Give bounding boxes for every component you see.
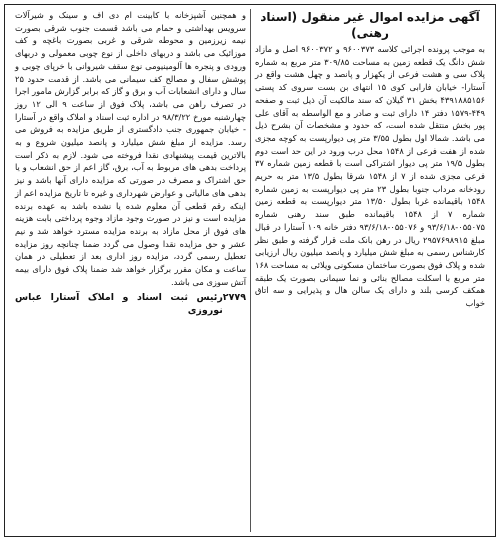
auction-notice	[4, 4, 496, 537]
right-column-text: به موجب پرونده اجرائی کلاسه ۹۶۰۰۳۷۳ و ۹۶۰۰۳۷۲ اصل و مازاد شش دانگ یک قطعه زمین به مساحت ۳۰۹/۸۵ متر مربع به شماره پلاک سی و هشت فرعی از یکهزار و پانصد و چهل هشت واقع در آستارا- خیابان فارابی کوی ۱۵ انتهای بن بست سروی کد پستی ۴۳۹۱۸۸۵۱۵۶ بخش ۳۱ گیلان که سند مالکیت آن ذیل ثبت و صفحه ۴۴۹-۱۵۷۹ دفتر ۱۴ دارای ثبت و صادر و مع الواسطه به آقای علی پور بخش منتقل شده است، که حدود و مشخصات آن بشرح ذیل می باشد. شمالا اول بطول ۳/۵۵ متر پی دیوارپست به کوچه مجزی شده از هفت فرعی از ۱۵۴۸ محل درب ورود در این حد است دوم بطول ۱۹/۵ متر پی دیوار اشتراکی است با قطعه زمین شماره ۳۷ فرعی مجزی شده از ۷ از ۱۵۴۸ شرقا بطول ۱۳/۵ متر به حریم رودخانه مرداب جنوبا بطول ۲۳ متر پی دیوارپست به زمین شماره ۱۵۴۸ باقیمانده غربا بطول ۱۳/۵۰ متر دیوارپست به قطعه زمین شماره ۷ از ۱۵۴۸ باقیمانده طبق سند رهنی شماره ۰۵۵۰۷۵-۹۳/۶/۱۸ و ۰۵۵۰۷۶-۹۳/۶/۱۸ دفتر خانه ۱۰۹ آستارا در قبال مبلغ ۲۹۵۷۶۹۸۹۱۵ ریال در رهن بانک ملت قرار گرفته و طبق نظر کارشناس رسمی به مبلغ شش میلیارد و پانصد میلیون ریال ارزیابی شده و پلاک فوق بصورت ساختمان مسکونی ویلائی به مساحت ۱۶۸ متر مربع با اسکلت مصالح بنائی و نما سیمانی بصورت یک طبقه همکف کرسی بلند و دارای یک سالن هال و پذیرایی و سه اتاق خواب	[255, 44, 486, 309]
notice-number: ۲۷۷۹	[222, 292, 246, 304]
signature: رئیس ثبت اسناد و املاک آستارا عباس نوروزی	[15, 292, 223, 317]
left-column-text: و همچنین آشپزخانه با کابینت ام دی اف و سینک و شیرآلات سرویس بهداشتی و حمام می باشد قسمت جنوب شرقی بصورت نیمه زیرزمین و محوطه شرقی و غربی بصورت باغچه و کف موزائیک می باشد و دربهای داخلی از نوع چوبی معمولی و دربهای ورودی و پنجره ها آلومینیومی نوع سقف شیروانی با خرپای چوبی و پوشش سفال و مصالح کف سیمانی می باشد. از قدمت حدود ۲۵ سال و دارای انشعابات آب و برق و گاز که برابر گزارش مامور اجرا در تصرف راهن می باشد، پلاک فوق از ساعت ۹ الی ۱۲ روز چهارشنبه مورخ ۹۸/۳/۲۲ در اداره ثبت اسناد و املاک واقع در آستارا - خیابان جمهوری جنب دادگستری از طریق مزایده به فروش می رسد. مزایده از مبلغ شش میلیارد و پانصد میلیون شروع و به بالاترین قیمت پیشنهادی نقدا فروخته می شود. لازم به ذکر است پرداخت بدهی های مربوط به آب، برق، گاز اعم از حق انشعاب و یا حق اشتراک و مصرف در صورتی که مزایده دارای آنها باشد و نیز بدهی های مالیاتی و عوارض شهرداری و غیره تا تاریخ مزایده اعم از اینکه رقم قطعی آن معلوم شده یا نشده باشد به عهده برنده مزایده است و نیز در صورت وجود مازاد وجوه پرداختی بابت هزینه های فوق از محل مازاد به برنده مزایده مسترد خواهد شد و نیم عشر و حق مزایده نقدا وصول می گردد ضمنا چنانچه روز مزایده تعطیل رسمی گردد، مزایده روز اداری بعد از تعطیلی در همان ساعت و مکان مقرر برگزار خواهد شد ضمنا پلاک فوق دارای بیمه آتش سوزی می باشد.	[15, 10, 247, 287]
right-column	[250, 9, 489, 532]
notice-footer	[15, 292, 246, 317]
notice-columns	[11, 9, 489, 532]
notice-title: آگهی مزایده اموال غیر منقول (اسناد رهنی)	[260, 10, 480, 40]
left-column	[11, 9, 250, 532]
